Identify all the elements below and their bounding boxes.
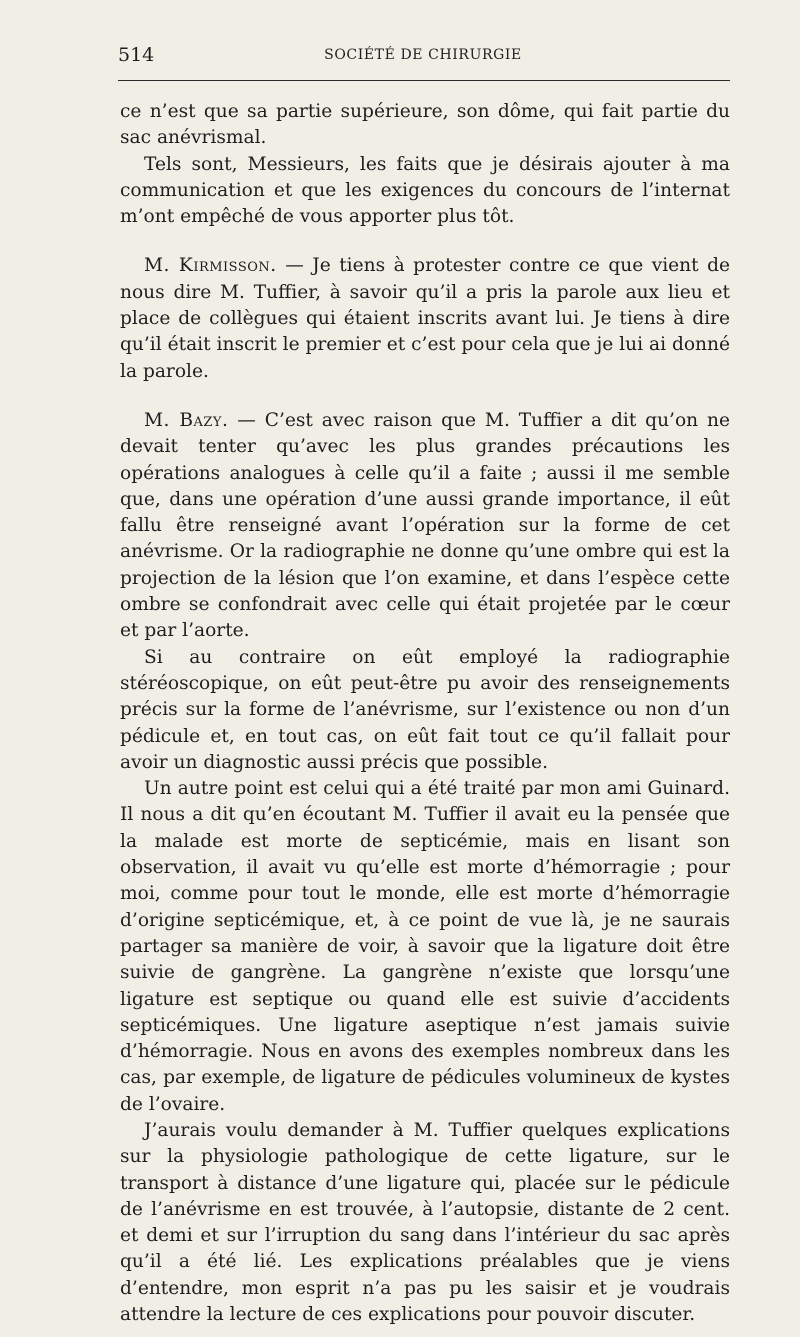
paragraph-continued (120, 99, 730, 152)
page-header (118, 44, 728, 70)
paragraph-kirmisson (120, 253, 730, 384)
running-title: SOCIÉTÉ DE CHIRURGIE (324, 47, 522, 63)
paragraph-text: — Je tiens à protester contre ce que vient de nous dire M. Tuffier, à savoir qu’il a pris la parole aux lieu et place de collègues qui étaient inscrits avant lui. Je tiens à dire qu’il était inscrit le premier et c’est pour cela que je lui ai donné la parole. (120, 255, 730, 382)
speaker-name: M. Bazy. (144, 409, 229, 431)
paragraph-text: J’aurais voulu demander à M. Tuffier quelques explications sur la physiologie pathologique de cette ligature, sur le transport à distance d’une ligature qui, placée sur le pédicule de l’anévrisme en est trouvée, à l’autopsie, distante de 2 cent. et demi et sur l’irruption du sang dans l’intérieur du sac après qu’il a été lié. Les explications préalables que je viens d’entendre, mon esprit n’a pas pu les saisir et je voudrais attendre la lecture de ces explications pour pouvoir discuter. (120, 1119, 730, 1326)
paragraph-bazy (120, 408, 730, 645)
paragraph-text: ce n’est que sa partie supérieure, son dôme, qui fait partie du sac anévrismal. (120, 101, 730, 149)
paragraph-text: Si au contraire on eût employé la radiographie stéréoscopique, on eût peut-être pu avoir des renseignements précis sur la forme de l’anévrisme, sur l’existence ou non d’un pédicule et, en tout cas, on eût fait tout ce qu’il fallait pour avoir un diagnostic aussi précis que possible. (120, 646, 730, 773)
page-number: 514 (118, 44, 155, 66)
paragraph (120, 152, 730, 231)
paragraph (120, 645, 730, 776)
paragraph-text: — C’est avec raison que M. Tuffier a dit qu’on ne devait tenter qu’avec les plus grandes précautions les opérations analogues à celle qu’il a faite ; aussi il me semble que, dans une opération d’une aussi grande importance, il eût fallu être renseigné avant l’opération sur la forme de cet anévrisme. Or la radiographie ne donne qu’une ombre qui est la projection de la lésion que l’on examine, et dans l’espèce cette ombre se confondrait avec celle qui était projetée par le cœur et par l’aorte. (120, 409, 730, 642)
header-rule (118, 80, 730, 81)
paragraph (120, 1118, 730, 1328)
speaker-name: M. Kirmisson. (144, 255, 277, 277)
paragraph-text: Tels sont, Messieurs, les faits que je désirais ajouter à ma communication et que les exigences du concours de l’internat m’ont empêché de vous apporter plus tôt. (120, 153, 730, 228)
page-body (120, 99, 730, 1328)
paragraph-text: Un autre point est celui qui a été traité par mon ami Guinard. Il nous a dit qu’en écoutant M. Tuffier il avait eu la pensée que la malade est morte de septicémie, mais en lisant son observation, il avait vu qu’elle est morte d’hémorragie ; pour moi, comme pour tout le monde, elle est morte d’hémorragie d’origine septicémique, et, à ce point de vue là, je ne saurais partager sa manière de voir, à savoir que la ligature doit être suivie de gangrène. La gangrène n’existe que lorsqu’une ligature est septique ou quand elle est suivie d’accidents septicémiques. Une ligature aseptique n’est jamais suivie d’hémorragie. Nous en avons des exemples nombreux dans les cas, par exemple, de ligature de pédicules volumineux de kystes de l’ovaire. (120, 778, 730, 1115)
paragraph (120, 776, 730, 1118)
